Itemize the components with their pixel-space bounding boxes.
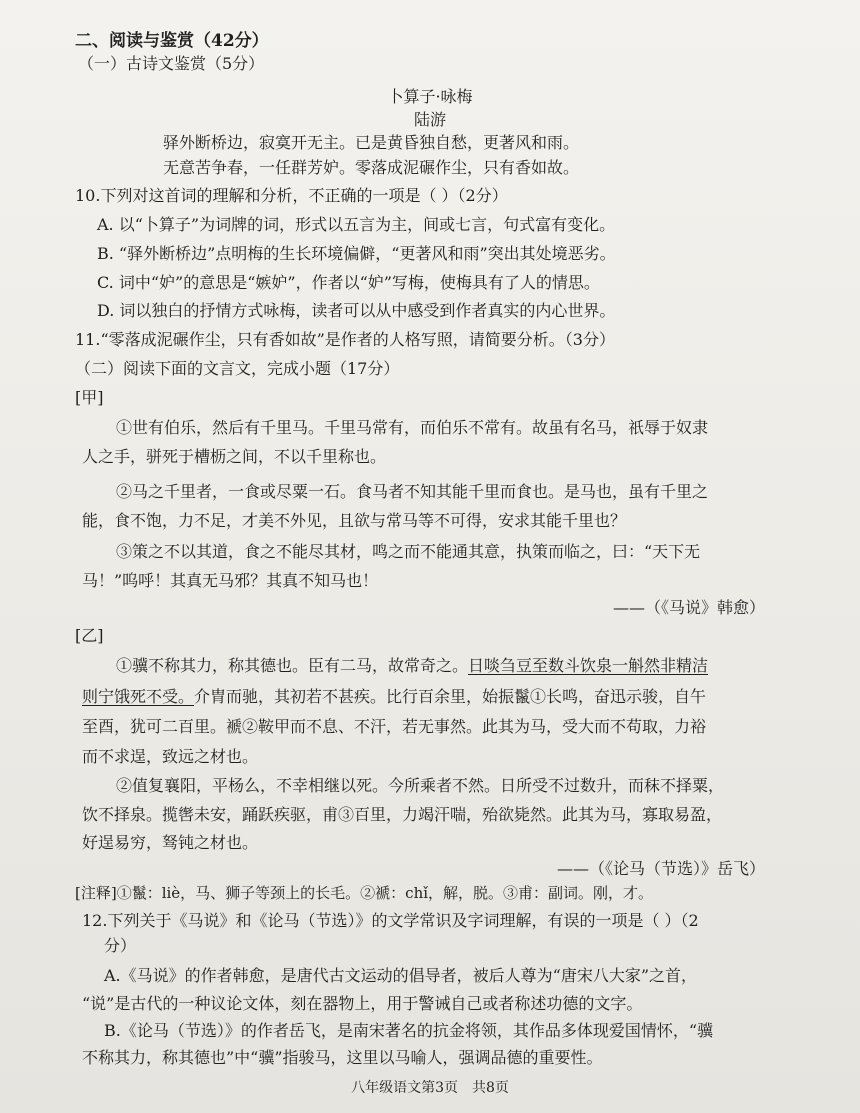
jia-para-1-line-1: ①世有伯乐，然后有千里马。千里马常有，而伯乐不常有。故虽有名马，祇辱于奴隶 [116, 418, 709, 437]
section-title: 二、阅读与鉴赏（42分） [75, 31, 269, 51]
question-12-option-b-line-1: B.《论马（节选）》的作者岳飞，是南宋著名的抗金将领，其作品多体现爱国情怀，“骥 [104, 1021, 714, 1040]
annotation-note: [注释]①鬣：liè，马、狮子等颈上的长毛。②褫：chǐ，解，脱。③甫：副词。刚，才。 [75, 884, 654, 902]
question-10-option-c: C. 词中“妒”的意思是“嫉妒”，作者以“妒”写梅，使梅具有了人的情思。 [97, 273, 600, 292]
yi-para-1-line-1 [116, 655, 708, 677]
poem-line-1: 驿外断桥边，寂寞开无主。已是黄昏独自愁，更著风和雨。 [163, 133, 580, 152]
question-12-stem-cont: 分） [104, 936, 137, 955]
poem-author: 陆游 [413, 110, 446, 129]
page-footer: 八年级语文第3页 共8页 [351, 1080, 509, 1096]
question-11: 11.“零落成泥碾作尘，只有香如故”是作者的人格写照，请简要分析。（3分） [75, 330, 615, 349]
question-12-option-a-line-1: A.《马说》的作者韩愈，是唐代古文运动的倡导者，被后人尊为“唐宋八大家”之首， [104, 966, 698, 985]
jia-source: ——（《马说》韩愈） [612, 598, 765, 617]
yi-para-1-line-4: 而不求逞，致远之材也。 [82, 747, 259, 766]
yi-para-1-line-3: 至酉，犹可二百里。褫②鞍甲而不息、不汗，若无事然。此其为马，受大而不苟取，力裕 [82, 717, 707, 736]
yi-para-1-text: ①骥不称其力，称其德也。臣有二马，故常奇之。 [116, 656, 469, 675]
jia-para-3-line-2: 马！”呜呼！其真无马邪？其真不知马也！ [82, 571, 379, 590]
yi-para-1-text-cont: 介胄而驰，其初若不甚疾。比行百余里，始振鬣①长鸣，奋迅示骏，自午 [194, 687, 707, 706]
question-10-option-b: B. “驿外断桥边”点明梅的生长环境偏僻，“更著风和雨”突出其处境恶劣。 [97, 244, 616, 263]
jia-para-3-line-1: ③策之不以其道，食之不能尽其材，鸣之而不能通其意，执策而临之，曰：“天下无 [116, 542, 701, 561]
jia-para-2-line-2: 能，食不饱，力不足，才美不外见，且欲与常马等不可得，安求其能千里也？ [82, 511, 627, 530]
yi-para-1-line-2 [82, 686, 706, 708]
question-12-option-a-line-2: “说”是古代的一种议论文体，刻在器物上，用于警诫自己或者称述功德的文字。 [82, 994, 643, 1013]
yi-source: ——（《论马（节选）》岳飞） [556, 859, 765, 878]
subsection-ancient-poetry: （一）古诗文鉴赏（5分） [78, 54, 265, 73]
jia-para-2-line-1: ②马之千里者，一食或尽粟一石。食马者不知其能千里而食也。是马也，虽有千里之 [116, 482, 709, 501]
question-10-stem: 10.下列对这首词的理解和分析，不正确的一项是（ ）（2分） [75, 186, 508, 205]
yi-para-2-line-2: 饮不择泉。揽辔未安，踊跃疾驱，甫③百里，力竭汗喘，殆欲毙然。此其为马，寡取易盈， [82, 805, 723, 824]
question-12-option-b-line-2: 不称其力，称其德也”中“骥”指骏马，这里以马喻人，强调品德的重要性。 [82, 1048, 603, 1067]
question-10-option-d: D. 词以独白的抒情方式咏梅，读者可以从中感受到作者真实的内心世界。 [97, 301, 616, 320]
subsection-classical-prose: （二）阅读下面的文言文，完成小题（17分） [75, 359, 400, 378]
poem-line-2: 无意苦争春，一任群芳妒。零落成泥碾作尘，只有香如故。 [163, 158, 580, 177]
yi-para-2-line-3: 好逞易穷，驽钝之材也。 [82, 833, 259, 852]
poem-title: 卜算子·咏梅 [387, 87, 473, 106]
passage-yi-label: [乙] [75, 626, 104, 645]
yi-para-2-line-1: ②值复襄阳，平杨么，不幸相继以死。今所乘者不然。日所受不过数升，而秣不择粟， [116, 776, 725, 795]
question-10-option-a: A. 以“卜算子”为词牌的词，形式以五言为主，间或七言，句式富有变化。 [97, 215, 616, 234]
underlined-sentence-part-1: 日啖刍豆至数斗饮泉一斛然非精洁 [468, 656, 709, 675]
passage-jia-label: [甲] [75, 388, 104, 407]
underlined-sentence-part-2: 则宁饿死不受。 [82, 687, 195, 706]
jia-para-1-line-2: 人之手，骈死于槽枥之间，不以千里称也。 [82, 447, 387, 466]
question-12-stem: 12.下列关于《马说》和《论马（节选）》的文学常识及字词理解，有误的一项是（ ）（2 [82, 911, 699, 930]
